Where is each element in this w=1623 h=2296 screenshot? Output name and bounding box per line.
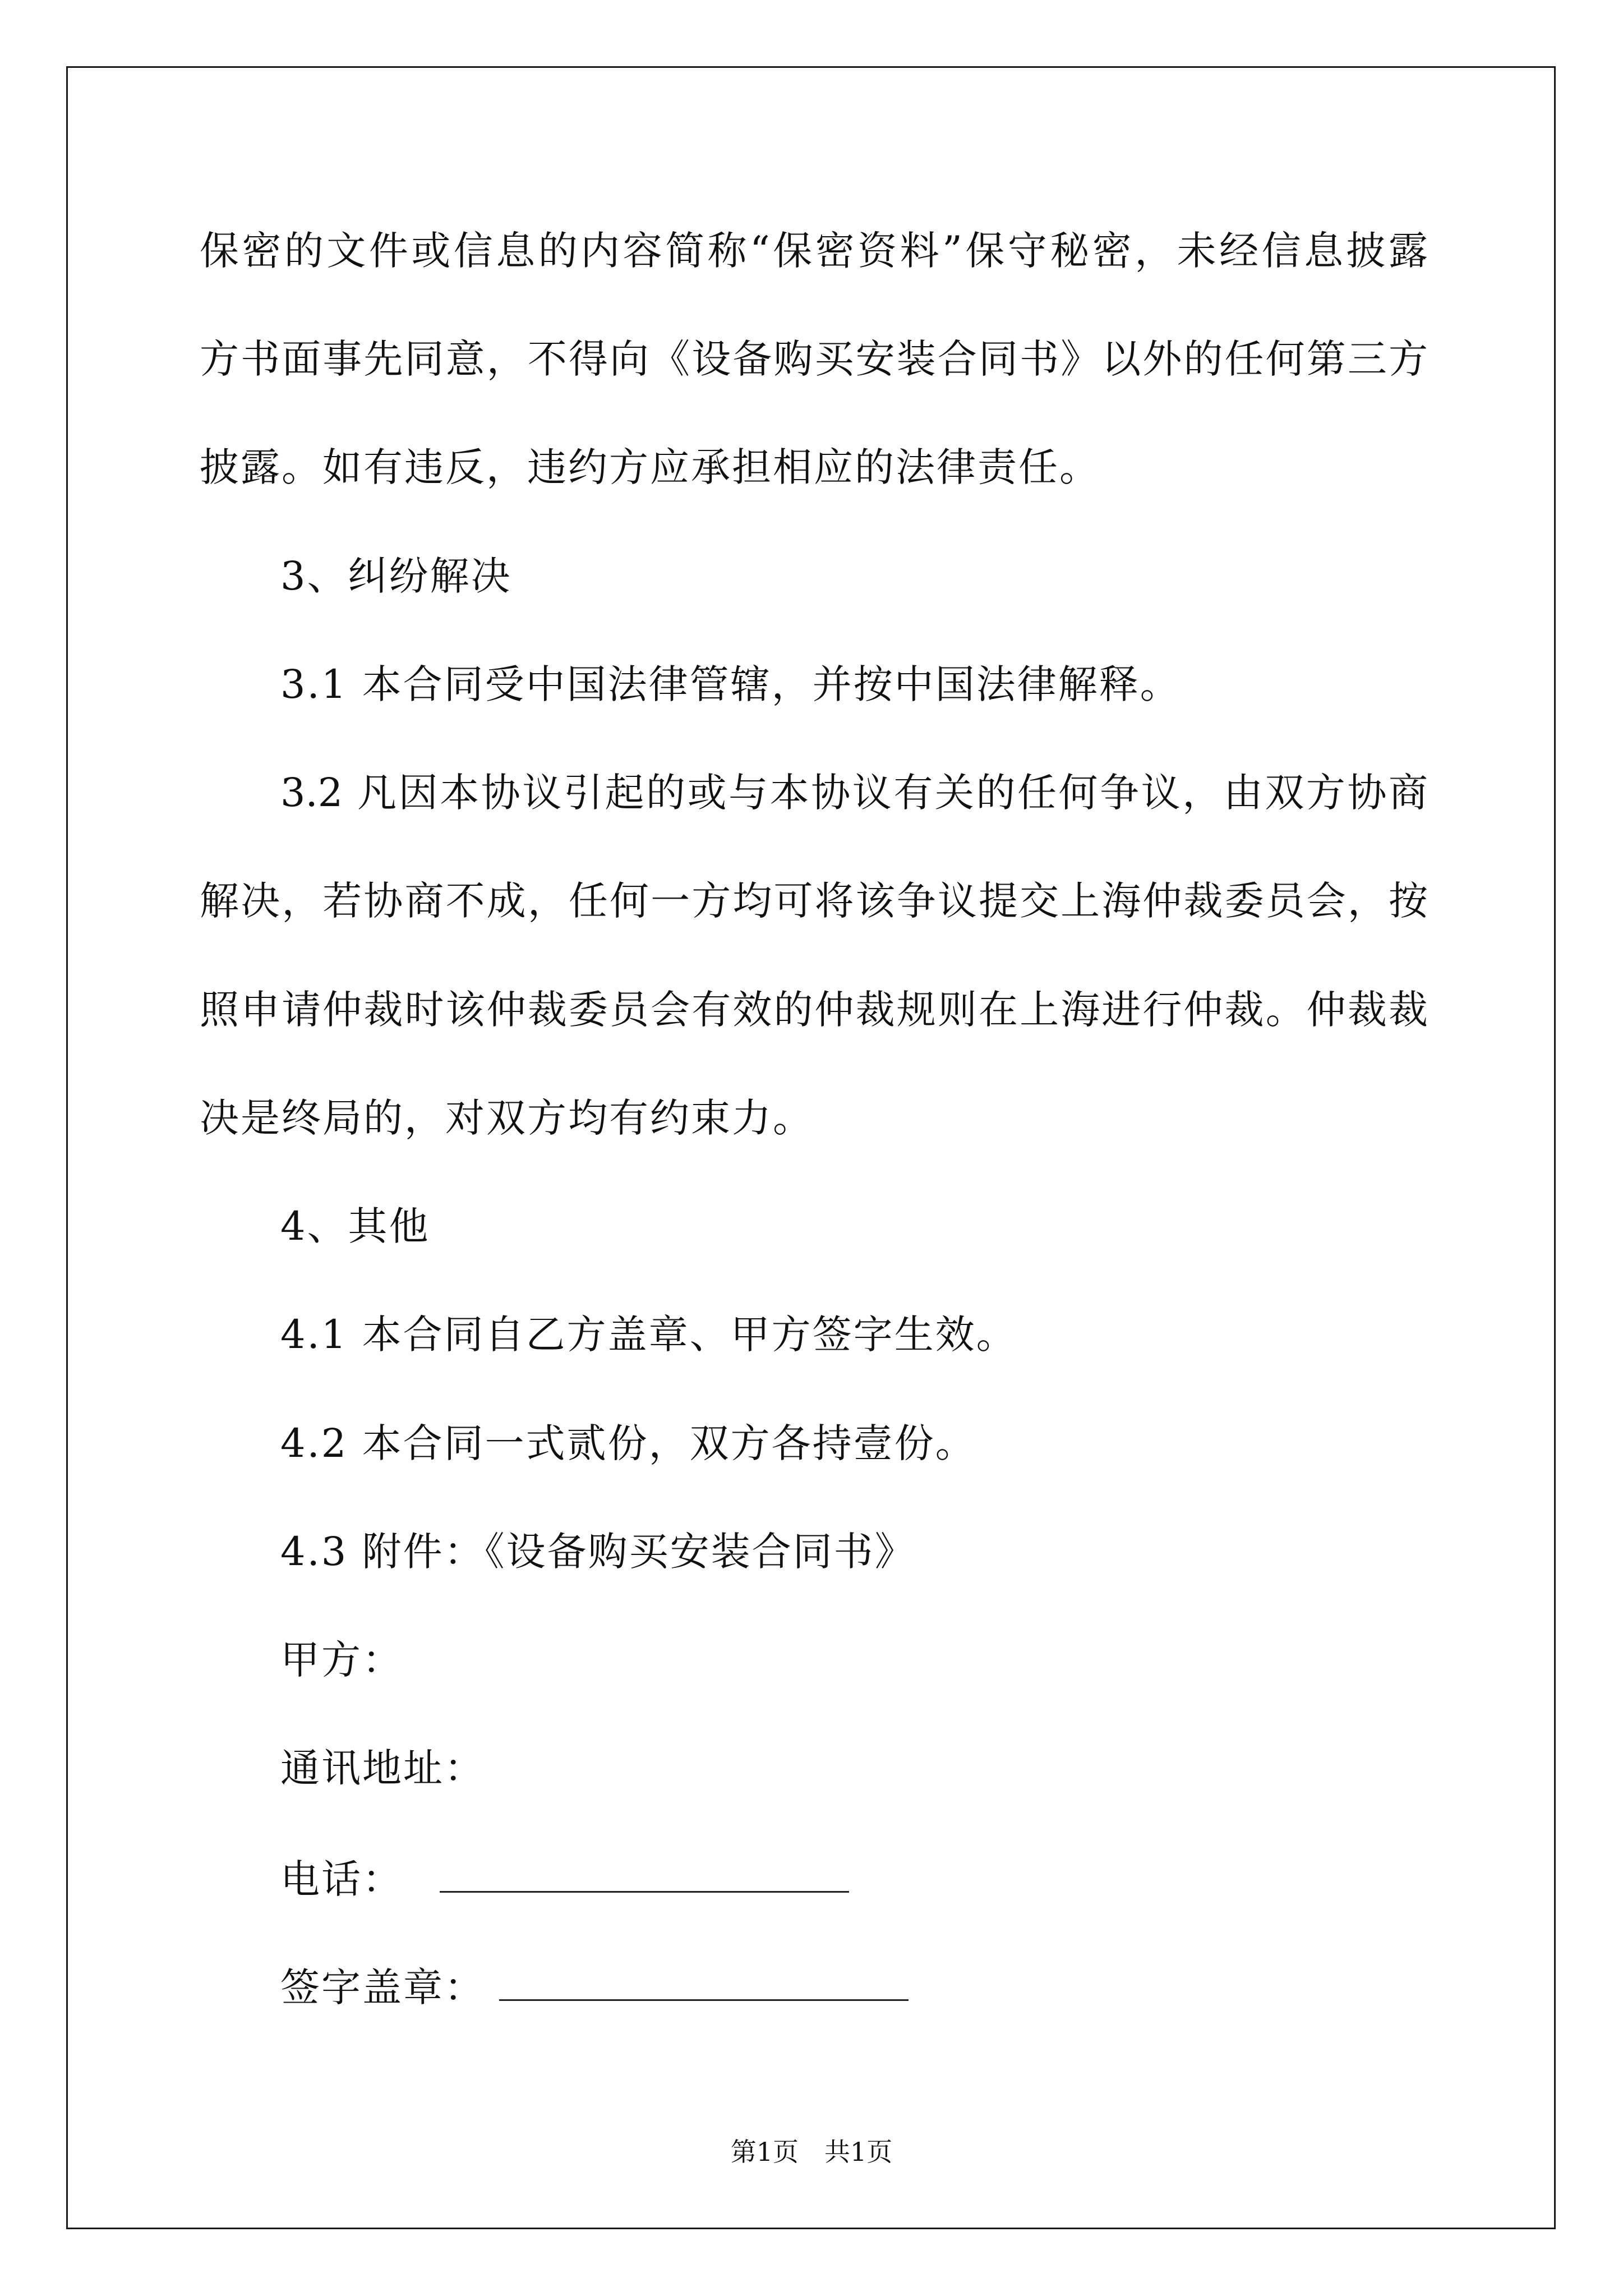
phone-blank-line <box>440 1857 849 1893</box>
clause-4-3: 4.3 附件：《设备购买安装合同书》 <box>280 1529 916 1575</box>
address-label: 通讯地址： <box>280 1745 485 1791</box>
phone-row <box>280 1856 849 1902</box>
seal-blank-line <box>499 1966 909 2001</box>
clause-4-1: 4.1 本合同自乙方盖章、甲方签字生效。 <box>280 1312 1017 1358</box>
section-heading-dispute: 3、纠纷解决 <box>280 553 512 599</box>
clause-4-2: 4.2 本合同一式贰份，双方各持壹份。 <box>280 1420 976 1466</box>
clause-3-2-line-3: 照申请仲裁时该仲裁委员会有效的仲裁规则在上海进行仲裁。仲裁裁 <box>200 987 1428 1033</box>
section-heading-other: 4、其他 <box>280 1203 430 1249</box>
paragraph-line-1: 保密的文件或信息的内容简称“保密资料”保守秘密，未经信息披露 <box>200 228 1428 274</box>
paragraph-line-2: 方书面事先同意，不得向《设备购买安装合同书》以外的任何第三方 <box>200 336 1428 382</box>
page-border <box>66 66 1556 2229</box>
phone-label: 电话： <box>280 1856 403 1902</box>
clause-3-1: 3.1 本合同受中国法律管辖，并按中国法律解释。 <box>280 661 1181 707</box>
seal-label: 签字盖章： <box>280 1964 485 2010</box>
clause-3-2-line-2: 解决，若协商不成，任何一方均可将该争议提交上海仲裁委员会，按 <box>200 878 1428 924</box>
paragraph-line-3: 披露。如有违反，违约方应承担相应的法律责任。 <box>200 444 1100 490</box>
clause-3-2-line-4: 决是终局的，对双方均有约束力。 <box>200 1095 814 1141</box>
seal-row <box>280 1964 909 2010</box>
page-footer: 第1页 共1页 <box>730 2137 893 2167</box>
party-a-label: 甲方： <box>280 1637 403 1683</box>
clause-3-2-line-1: 3.2 凡因本协议引起的或与本协议有关的任何争议，由双方协商 <box>280 770 1428 816</box>
